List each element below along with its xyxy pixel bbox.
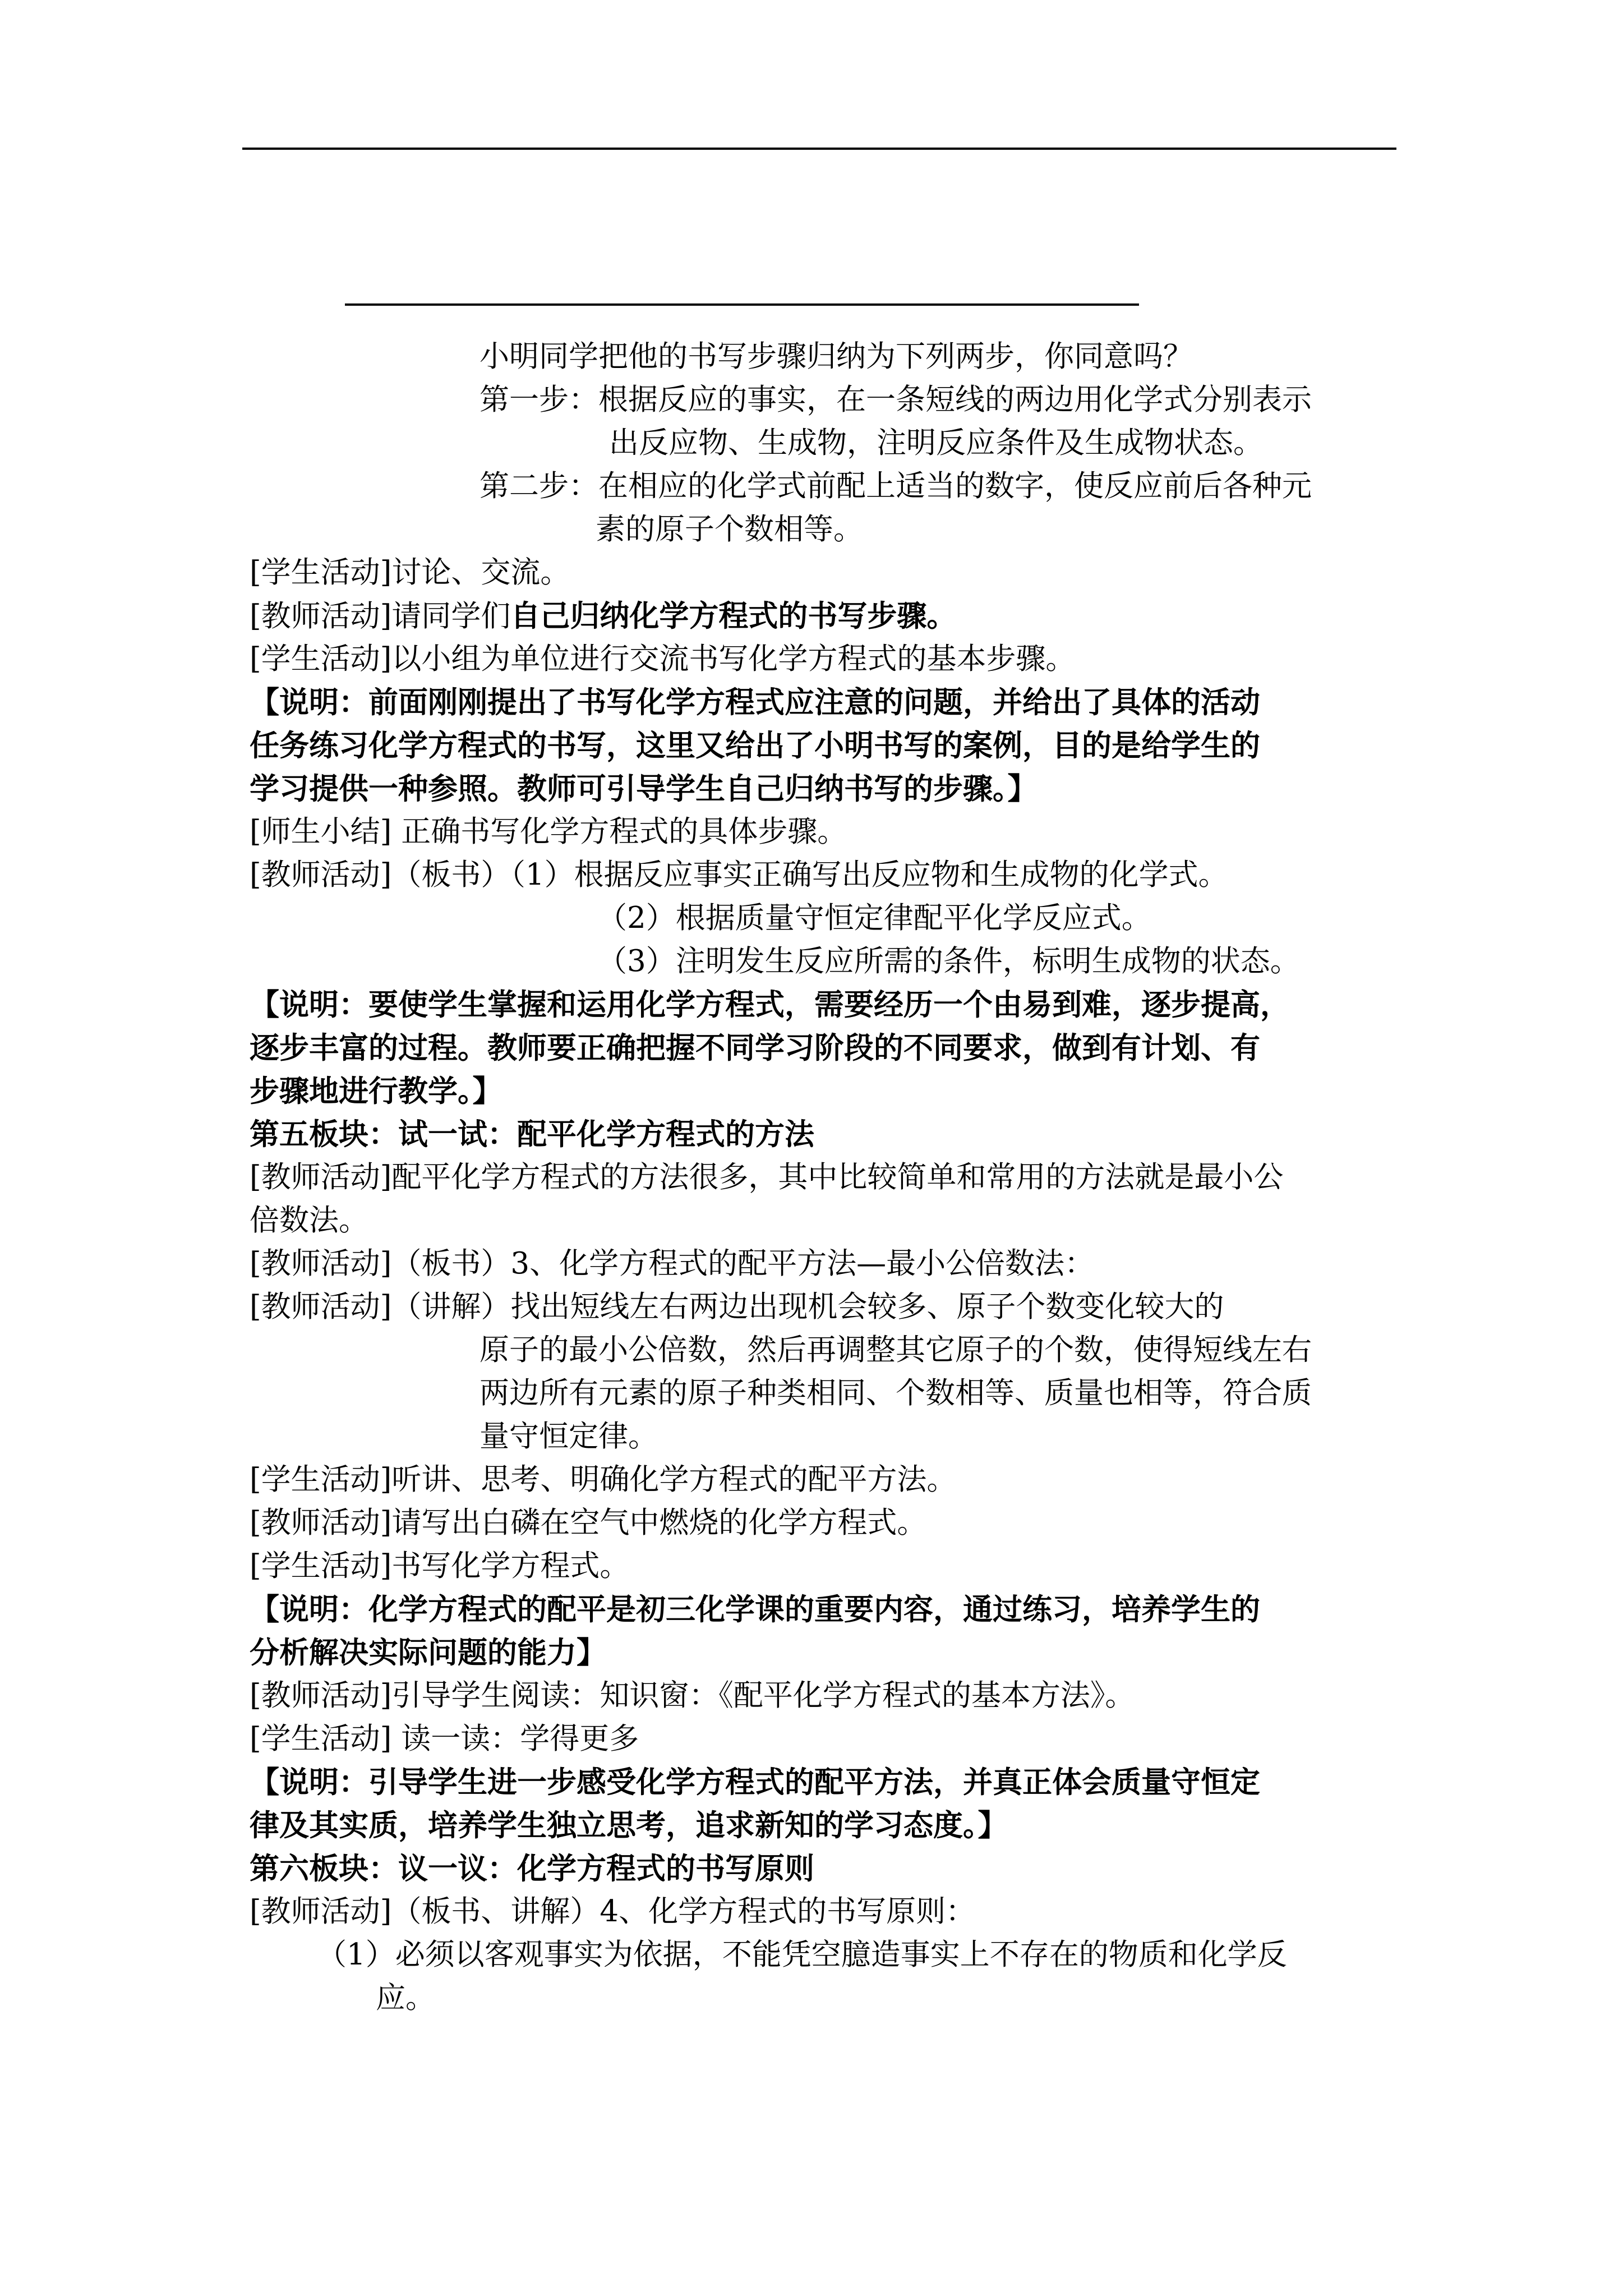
text-line-28: [教师活动]请写出白磷在空气中燃烧的化学方程式。 (250, 1506, 927, 1540)
note-line-1: 【说明：前面刚刚提出了书写化学方程式应注意的问题，并给出了具体的活动 (250, 685, 1260, 720)
text-line-7-plain: [教师活动]请同学们 (250, 599, 511, 633)
text-line-4: 第二步：在相应的化学式前配上适当的数字，使反应前后各种元 (479, 469, 1312, 503)
text-line-29: [学生活动]书写化学方程式。 (250, 1549, 630, 1583)
text-line-27: [学生活动]听讲、思考、明确化学方程式的配平方法。 (250, 1462, 957, 1497)
text-line-24: 原子的最小公倍数，然后再调整其它原子的个数，使得短线左右 (479, 1333, 1312, 1367)
section-heading-6: 第六板块：议一议：化学方程式的书写原则 (250, 1851, 814, 1886)
note-line-5: 逐步丰富的过程。教师要正确把握不同学习阶段的不同要求，做到有计划、有 (250, 1030, 1260, 1065)
note-line-9: 【说明：引导学生进一步感受化学方程式的配平方法，并真正体会质量守恒定 (250, 1765, 1260, 1800)
text-line-8: [学生活动]以小组为单位进行交流书写化学方程式的基本步骤。 (250, 642, 1076, 676)
text-line-23: [教师活动]（讲解）找出短线左右两边出现机会较多、原子个数变化较大的 (250, 1290, 1224, 1324)
text-line-33: [学生活动] 读一读：学得更多 (250, 1722, 639, 1756)
note-line-8: 分析解决实际问题的能力】 (250, 1635, 606, 1670)
text-line-7-bold: 自己归纳化学方程式的书写步骤。 (510, 599, 957, 633)
text-line-22: [教师活动]（板书）3、化学方程式的配平方法—最小公倍数法： (250, 1246, 1095, 1281)
table-cell-top-border (345, 303, 1139, 306)
text-line-6: [学生活动]讨论、交流。 (250, 555, 570, 590)
note-line-6: 步骤地进行教学。】 (250, 1074, 502, 1108)
text-line-15: （3）注明发生反应所需的条件，标明生成物的状态。 (597, 944, 1300, 978)
text-line-21: 倍数法。 (250, 1203, 368, 1237)
text-line-2: 第一步：根据反应的事实，在一条短线的两边用化学式分别表示 (479, 383, 1312, 417)
text-line-7 (250, 593, 956, 638)
note-line-7: 【说明：化学方程式的配平是初三化学课的重要内容，通过练习，培养学生的 (250, 1592, 1260, 1627)
text-line-13: [教师活动]（板书）（1）根据反应事实正确写出反应物和生成物的化学式。 (250, 858, 1228, 892)
note-line-3: 学习提供一种参照。教师可引导学生自己归纳书写的步骤。】 (250, 771, 1038, 806)
text-line-38: （1）必须以客观事实为依据，不能凭空臆造事实上不存在的物质和化学反 (317, 1938, 1287, 1972)
text-line-32: [教师活动]引导学生阅读：知识窗：《配平化学方程式的基本方法》。 (250, 1678, 1135, 1713)
text-line-20: [教师活动]配平化学方程式的方法很多，其中比较简单和常用的方法就是最小公 (250, 1160, 1284, 1194)
text-line-14: （2）根据质量守恒定律配平化学反应式。 (597, 901, 1151, 935)
text-line-3: 出反应物、生成物，注明反应条件及生成物状态。 (609, 426, 1263, 460)
note-line-4: 【说明：要使学生掌握和运用化学方程式，需要经历一个由易到难，逐步提高， (250, 987, 1290, 1022)
header-rule (242, 148, 1396, 150)
text-line-5: 素的原子个数相等。 (596, 512, 863, 546)
text-line-39: 应。 (376, 1981, 435, 2015)
note-line-10: 律及其实质，培养学生独立思考，追求新知的学习态度。】 (250, 1808, 1008, 1843)
text-line-1: 小明同学把他的书写步骤归纳为下列两步，你同意吗？ (479, 339, 1193, 374)
text-line-37: [教师活动]（板书、讲解）4、化学方程式的书写原则： (250, 1894, 976, 1929)
section-heading-5: 第五板块：试一试：配平化学方程式的方法 (250, 1117, 814, 1152)
text-line-25: 两边所有元素的原子种类相同、个数相等、质量也相等，符合质 (479, 1376, 1312, 1410)
text-line-12: [师生小结] 正确书写化学方程式的具体步骤。 (250, 815, 847, 849)
note-line-2: 任务练习化学方程式的书写，这里又给出了小明书写的案例，目的是给学生的 (250, 728, 1260, 763)
text-line-26: 量守恒定律。 (479, 1419, 658, 1453)
